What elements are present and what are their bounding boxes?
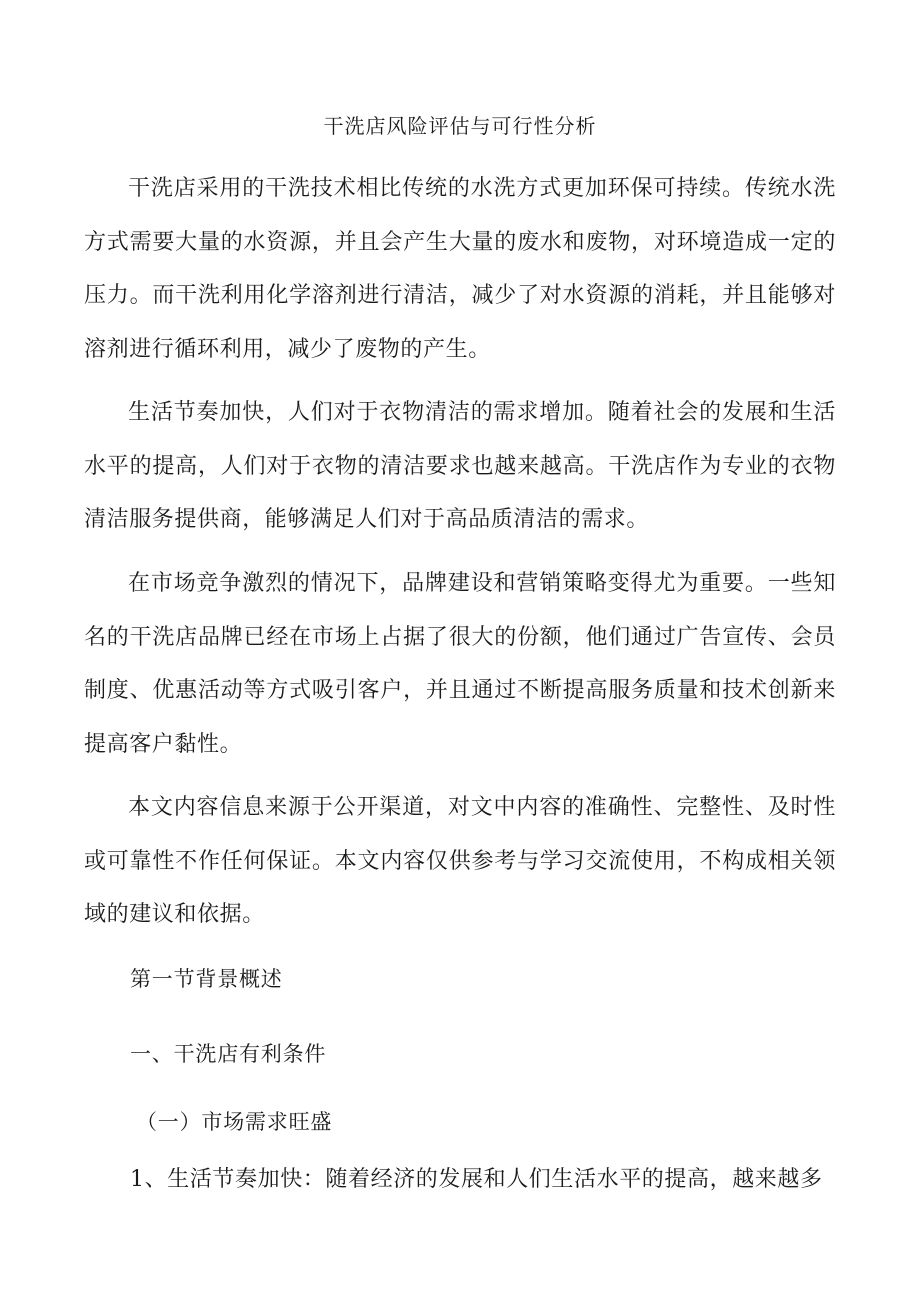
- document-title: 干洗店风险评估与可行性分析: [323, 114, 597, 138]
- list-item-1: 1、生活节奏加快：随着经济的发展和人们生活水平的提高，越来越多: [130, 1167, 823, 1192]
- section-heading: 第一节背景概述: [130, 967, 283, 991]
- sub-subsection-heading: （一）市场需求旺盛: [136, 1110, 333, 1134]
- paragraph-competition: 在市场竞争激烈的情况下，品牌建设和营销策略变得尤为重要。一些知名的干洗店品牌已经在市场上占据了很大的份额，他们通过广告宣传、会员制度、优惠活动等方式吸引客户，并且通过不断提高服务质量和技术创新来提高客户黏性。: [84, 571, 836, 757]
- paragraph-disclaimer: 本文内容信息来源于公开渠道，对文中内容的准确性、完整性、及时性或可靠性不作任何保证。本文内容仅供参考与学习交流使用，不构成相关领域的建议和依据。: [84, 795, 836, 927]
- paragraph-environmental: 干洗店采用的干洗技术相比传统的水洗方式更加环保可持续。传统水洗方式需要大量的水资源，并且会产生大量的废水和废物，对环境造成一定的压力。而干洗利用化学溶剂进行清洁，减少了对水资源的消耗，并且能够对溶剂进行循环利用，减少了废物的产生。: [84, 176, 836, 362]
- paragraph-demand: 生活节奏加快，人们对于衣物清洁的需求增加。随着社会的发展和生活水平的提高，人们对于衣物的清洁要求也越来越高。干洗店作为专业的衣物清洁服务提供商，能够满足人们对于高品质清洁的需求。: [84, 400, 836, 532]
- subsection-heading: 一、干洗店有利条件: [130, 1042, 327, 1066]
